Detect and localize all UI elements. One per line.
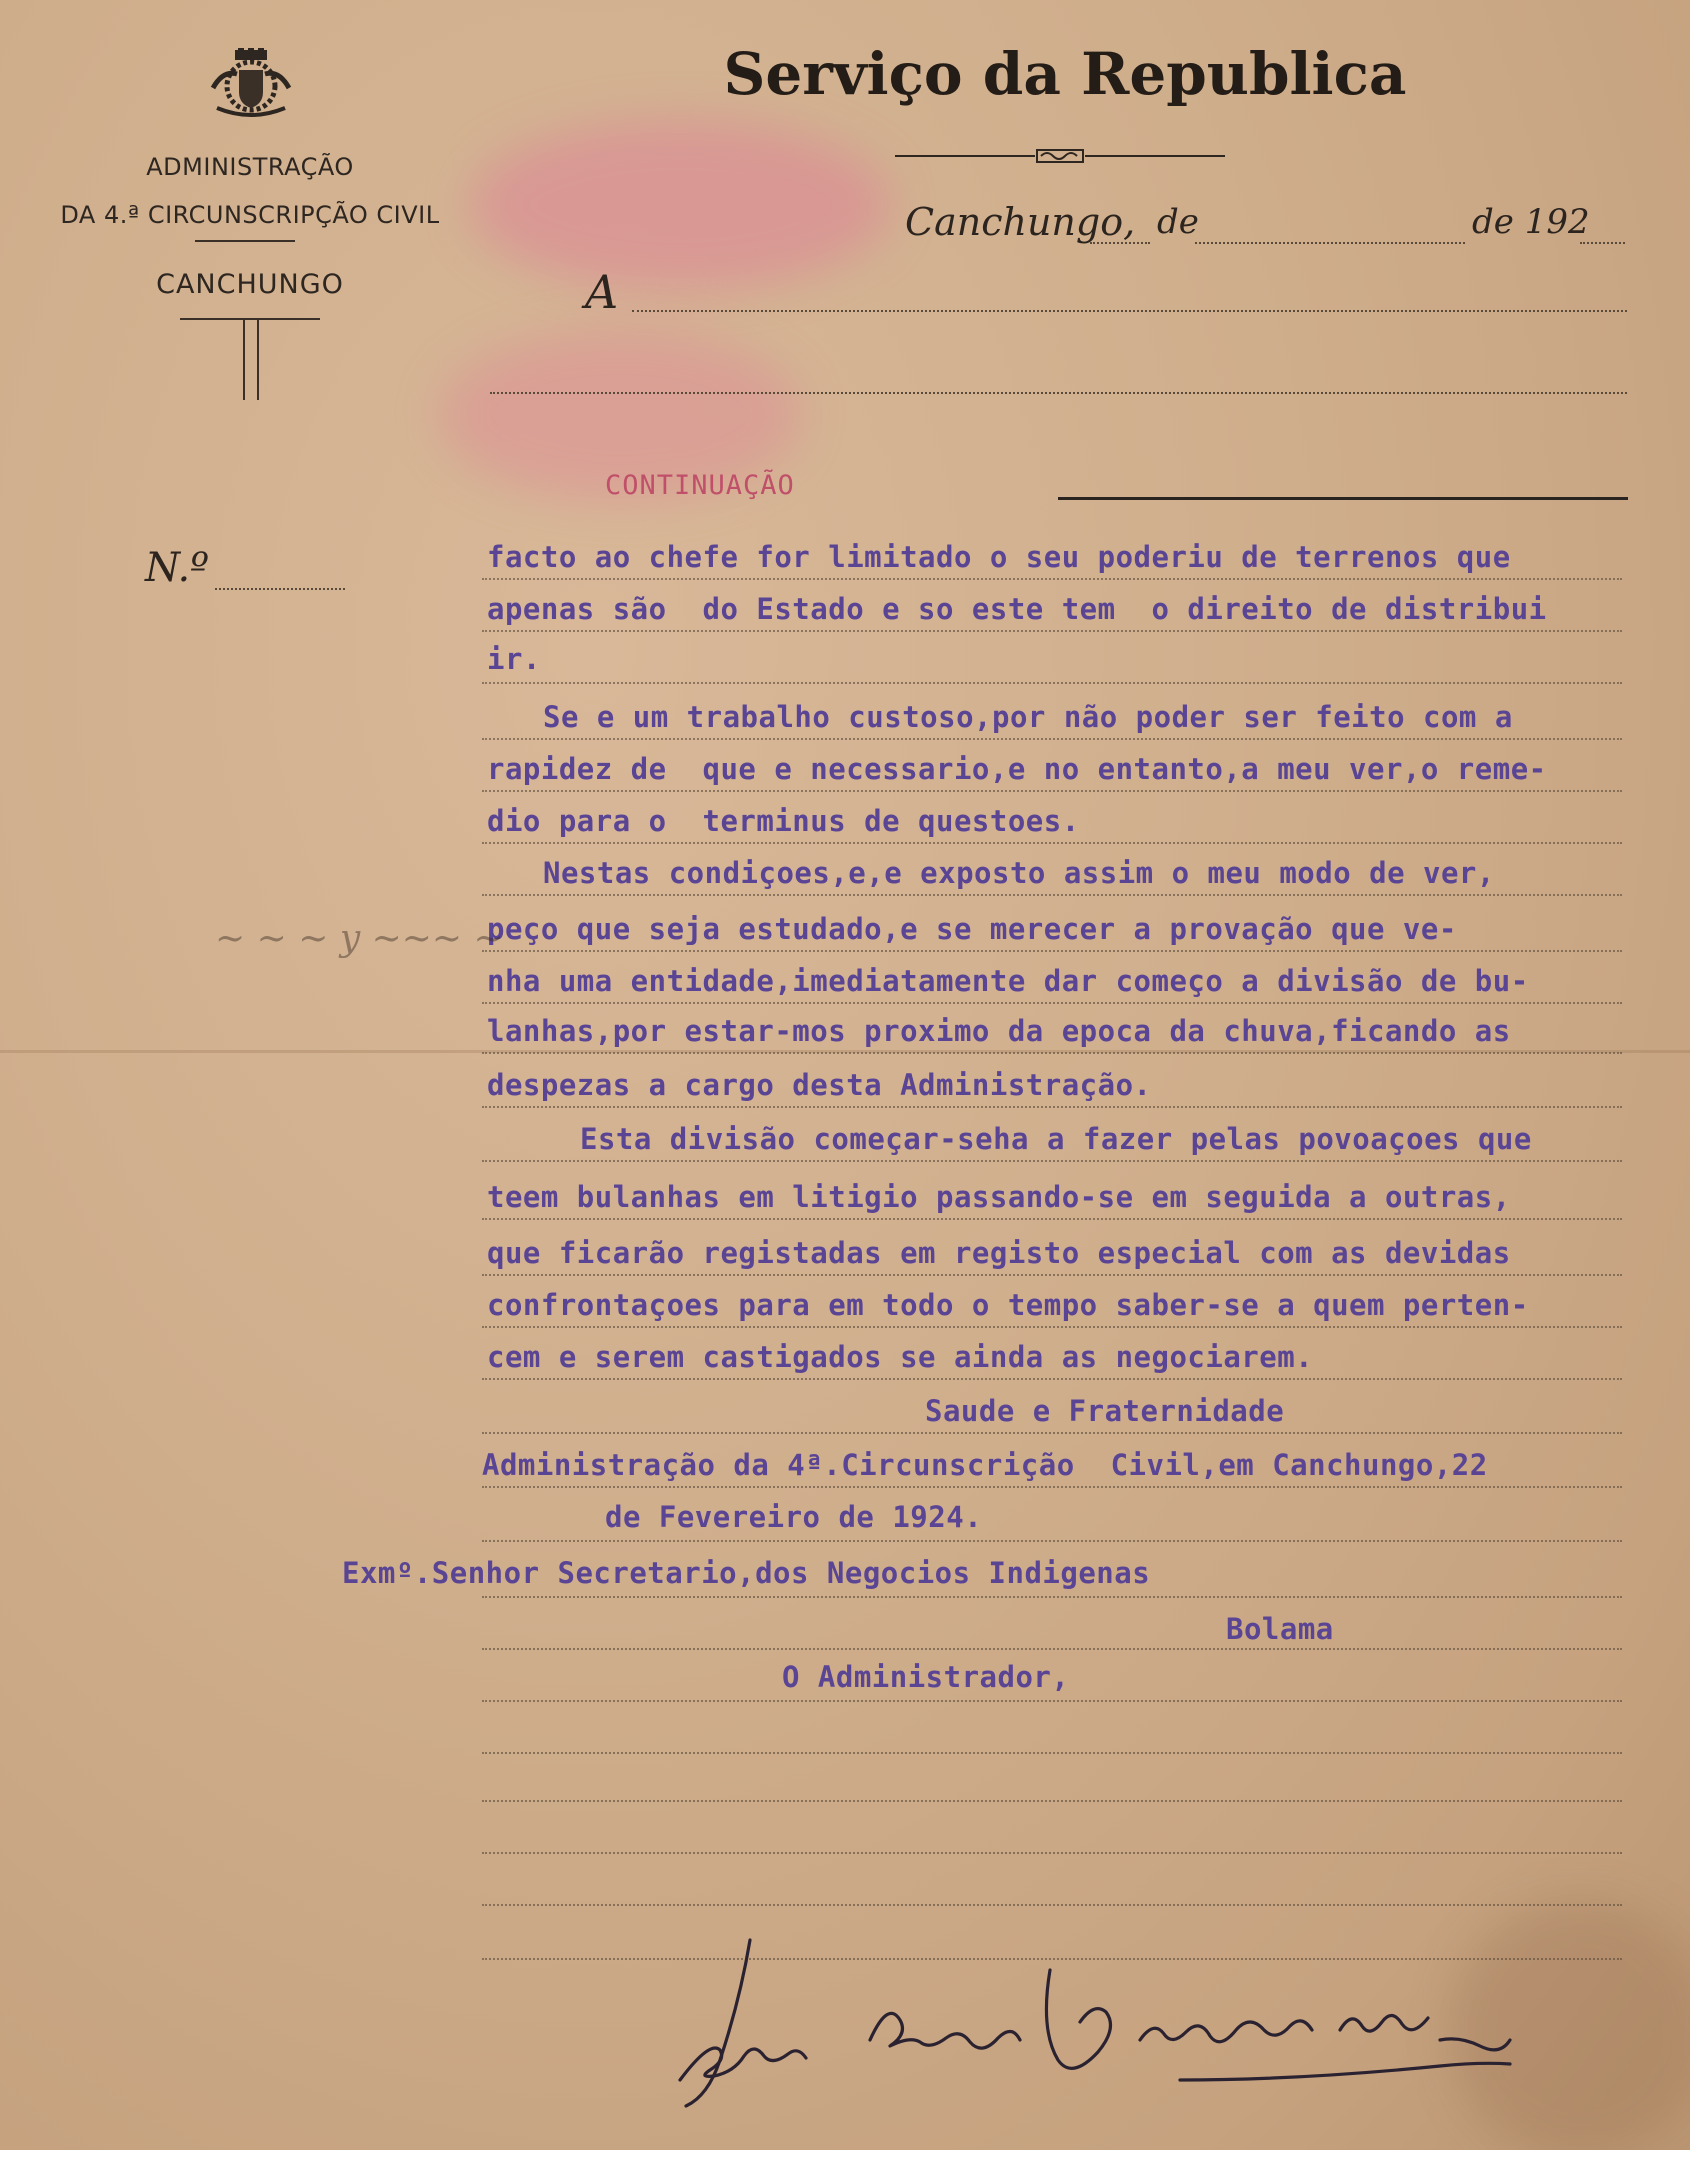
body-line: que ficarão registadas em registo especial com as devidas [487, 1236, 1511, 1270]
ruled-line [482, 842, 1622, 844]
section-rule [1058, 497, 1628, 500]
administration-header [60, 143, 440, 309]
month-field-line [1195, 242, 1465, 244]
signoff: O Administrador, [782, 1660, 1070, 1694]
ruled-line [482, 1648, 1622, 1650]
body-line: confrontaçoes para em todo o tempo saber-se a quem perten- [487, 1288, 1529, 1322]
ruled-line [482, 682, 1622, 684]
ruled-line [482, 1800, 1622, 1802]
ruled-line [482, 1596, 1622, 1598]
recipient-city: Bolama [1226, 1612, 1334, 1646]
body-line: Esta divisão começar-seha a fazer pelas povoaçoes que [580, 1122, 1532, 1156]
ruled-line [482, 1486, 1622, 1488]
admin-line-2: DA 4.ª CIRCUNSCRIPÇÃO CIVIL [60, 201, 440, 229]
ruled-line [482, 1752, 1622, 1754]
body-line: rapidez de que e necessario,e no entanto,a meu ver,o reme- [487, 752, 1547, 786]
ruled-line [482, 1218, 1622, 1220]
ruled-line [482, 1326, 1622, 1328]
header-rule [195, 240, 295, 242]
month-label: de [1157, 202, 1199, 242]
continuation-stamp: CONTINUAÇÃO [605, 470, 795, 501]
ruled-line [482, 1700, 1622, 1702]
ruled-line [482, 1378, 1622, 1380]
body-line: Se e um trabalho custoso,por não poder ser feito com a [543, 700, 1513, 734]
number-line [215, 588, 345, 590]
year-field-line [1580, 242, 1625, 244]
ruled-line [482, 630, 1622, 632]
ruled-line [482, 1002, 1622, 1004]
body-line: ir. [487, 642, 541, 676]
header-ornament [243, 320, 259, 400]
place-label: Canchungo, [905, 200, 1136, 244]
year-label: de 192 [1472, 202, 1590, 242]
ruled-line [482, 1106, 1622, 1108]
title-flourish [895, 148, 1225, 164]
recipient-line: Exmº.Senhor Secretario,dos Negocios Indigenas [342, 1556, 1151, 1590]
body-line: nha uma entidade,imediatamente dar começo a divisão de bu- [487, 964, 1529, 998]
faint-handwriting: ~ ~ ~ y ~~~ ~ [215, 918, 504, 959]
date-line: de Fevereiro de 1924. [605, 1500, 983, 1534]
ruled-line [482, 738, 1622, 740]
salutation: Saude e Fraternidade [925, 1394, 1285, 1428]
body-line: lanhas,por estar-mos proximo da epoca da chuva,ficando as [487, 1014, 1511, 1048]
ruled-line [482, 1432, 1622, 1434]
place-date-line: Administração da 4ª.Circunscrição Civil,em Canchungo,22 [482, 1448, 1488, 1482]
coat-of-arms-icon [205, 48, 297, 120]
body-line: peço que seja estudado,e se merecer a provação que ve- [487, 912, 1457, 946]
ruled-line [482, 894, 1622, 896]
ruled-line [482, 790, 1622, 792]
page-title: Serviço da Republica [723, 40, 1407, 108]
handwritten-signature [620, 1930, 1540, 2130]
body-line: cem e serem castigados se ainda as negociarem. [487, 1340, 1314, 1374]
addressee-prefix: A [585, 265, 619, 319]
body-line: facto ao chefe for limitado o seu poderiu de terrenos que [487, 540, 1511, 574]
ruled-line [482, 1160, 1622, 1162]
admin-line-1: ADMINISTRAÇÃO [146, 153, 354, 181]
addressee-line [490, 392, 1627, 394]
ruled-line [482, 1904, 1622, 1906]
number-label: N.º [145, 545, 209, 591]
ruled-line [482, 1052, 1622, 1054]
ruled-line [482, 1274, 1622, 1276]
pink-stain [470, 120, 890, 290]
day-field-line [1090, 242, 1150, 244]
body-line: dio para o terminus de questoes. [487, 804, 1080, 838]
ruled-line [482, 950, 1622, 952]
body-line: teem bulanhas em litigio passando-se em seguida a outras, [487, 1180, 1511, 1214]
ruled-line [482, 1852, 1622, 1854]
body-line: despezas a cargo desta Administração. [487, 1068, 1152, 1102]
ruled-line [482, 1540, 1622, 1542]
body-line: Nestas condiçoes,e,e exposto assim o meu modo de ver, [543, 856, 1495, 890]
addressee-line [632, 310, 1627, 312]
body-line: apenas são do Estado e so este tem o direito de distribui [487, 592, 1547, 626]
admin-line-3: CANCHUNGO [156, 269, 344, 300]
ruled-line [482, 578, 1622, 580]
